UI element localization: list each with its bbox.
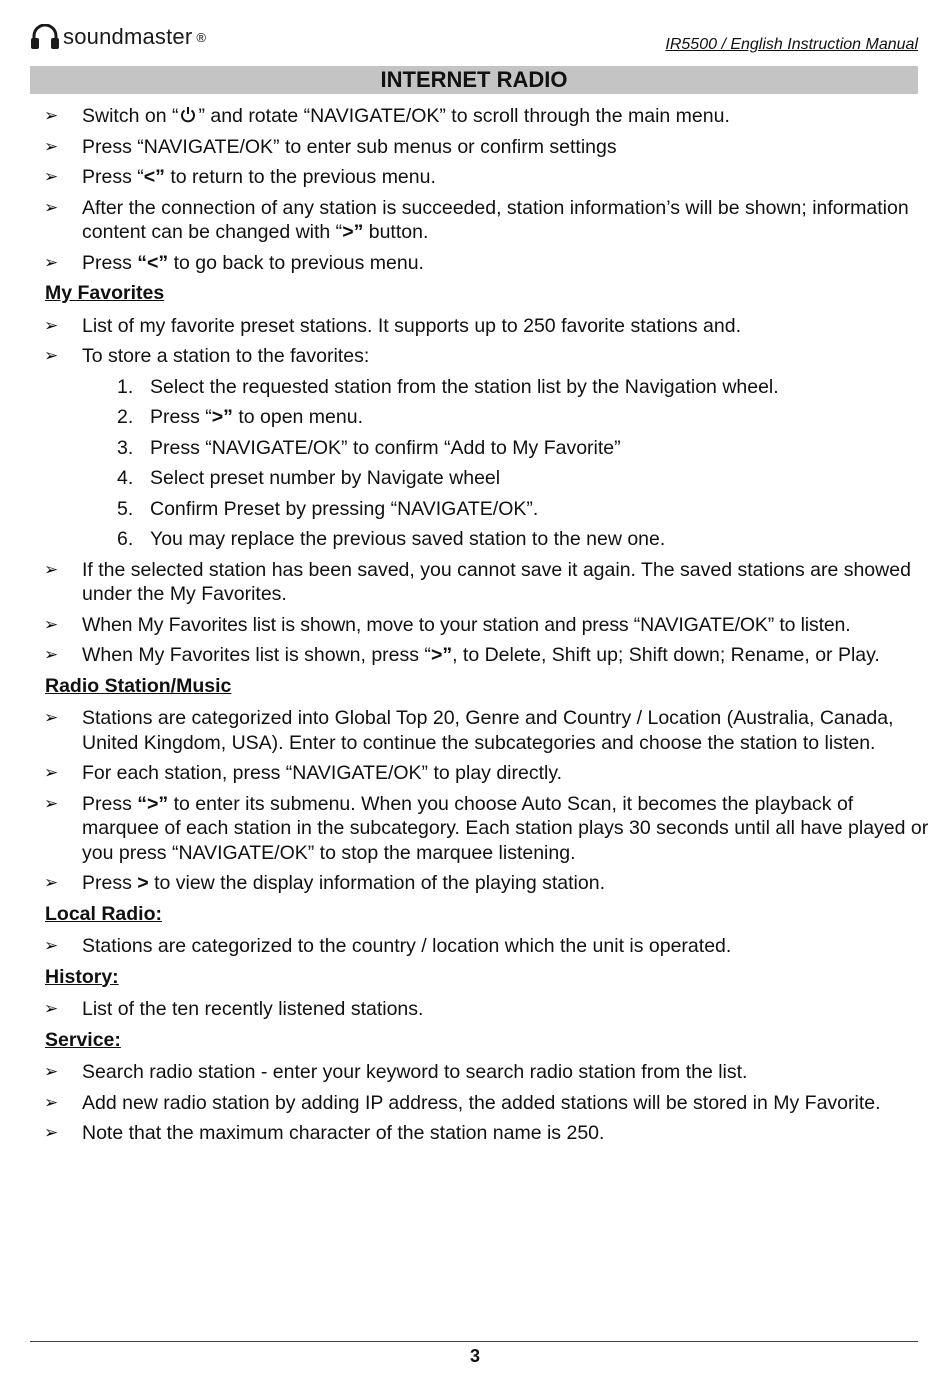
key-symbol: >” [342, 221, 364, 243]
list-item [0, 1060, 950, 1085]
bullet-arrow-icon: ➢ [44, 315, 59, 335]
bullet-arrow-icon: ➢ [44, 252, 59, 272]
bullet-arrow-icon: ➢ [44, 1123, 59, 1142]
numbered-step [0, 527, 950, 552]
bullet-arrow-icon: ➢ [44, 559, 59, 579]
text-segment: to return to the previous menu. [164, 166, 436, 188]
step-number: 1. [117, 375, 134, 398]
text-segment: When My Favorites list is shown, press “ [82, 644, 431, 666]
text-segment: to view the display information of the playing station. [148, 872, 605, 894]
key-symbol: > [137, 872, 149, 894]
bullet-arrow-icon: ➢ [44, 614, 59, 634]
section-heading-radio-station: Radio Station/Music [45, 674, 232, 697]
text-segment: You may replace the previous saved station to the new one. [150, 528, 666, 550]
bullet-arrow-icon: ➢ [44, 999, 59, 1018]
headphones-icon [30, 24, 60, 50]
text-segment: Press [82, 792, 138, 815]
bullet-arrow-icon: ➢ [44, 763, 59, 782]
bullet-arrow-icon: ➢ [44, 936, 59, 955]
bullet-arrow-icon: ➢ [44, 167, 59, 186]
step-number: 5. [117, 497, 134, 520]
step-number: 6. [117, 528, 134, 550]
text-segment: Switch on “ [82, 105, 179, 127]
text-segment: to go back to previous menu. [168, 251, 424, 274]
numbered-step [0, 405, 950, 430]
text-segment: For each station, press “NAVIGATE/OK” to play directly. [82, 762, 563, 784]
list-item [0, 1091, 950, 1116]
power-icon [180, 106, 196, 123]
key-symbol: >” [211, 406, 233, 428]
brand-name: soundmaster [63, 24, 193, 49]
numbered-step [0, 466, 950, 491]
list-item [0, 997, 950, 1022]
text-segment: Stations are categorized into Global Top 20, Genre and Country / Location (Australia, Canada, United Kingdom, USA). Enter to continue the subcategories and choose the station to listen. [82, 707, 894, 754]
key-symbol: “<” [137, 251, 169, 274]
section-heading-history: History: [45, 965, 119, 988]
bullet-arrow-icon: ➢ [44, 793, 59, 813]
list-item [0, 792, 950, 866]
list-item [0, 196, 950, 245]
text-segment: List of my favorite preset stations. It supports up to 250 favorite stations and. [82, 314, 742, 337]
section-heading-service: Service: [45, 1028, 121, 1051]
text-segment: If the selected station has been saved, you cannot save it again. The saved stations are showed under the My Favorites. [82, 558, 911, 605]
text-segment: to enter its submenu. When you choose Auto Scan, it becomes the playback of marquee of each station in the subcategory. Each station plays 30 seconds until all have played or you press “NAVIGATE/OK” to stop the marquee listening. [82, 792, 929, 864]
numbered-step [0, 375, 950, 400]
text-segment: To store a station to the favorites: [82, 345, 370, 367]
text-segment: Search radio station - enter your keyword to search radio station from the list. [82, 1061, 748, 1083]
list-item [0, 135, 950, 160]
list-item [0, 871, 950, 896]
text-segment: After the connection of any station is succeeded, station information’s will be shown; information content can be changed with “ [82, 196, 909, 243]
list-item [0, 314, 950, 339]
text-segment: Press “ [82, 166, 144, 188]
main-content [0, 104, 950, 1152]
text-segment: Select preset number by Navigate wheel [150, 467, 501, 489]
bullet-arrow-icon: ➢ [44, 1092, 59, 1112]
registered-mark: ® [196, 29, 206, 45]
list-item [0, 643, 950, 668]
section-heading-local-radio: Local Radio: [45, 902, 163, 925]
text-segment: Confirm Preset by pressing “NAVIGATE/OK”. [150, 497, 539, 520]
text-segment: Press [82, 251, 138, 274]
list-item [0, 104, 950, 129]
manual-title: IR5500 / English Instruction Manual [665, 36, 918, 53]
text-segment: List of the ten recently listened stations. [82, 998, 424, 1020]
text-segment: Stations are categorized to the country / location which the unit is operated. [82, 935, 732, 957]
brand-logo [30, 24, 206, 50]
bullet-arrow-icon: ➢ [44, 645, 59, 664]
footer-divider [30, 1341, 918, 1342]
bullet-arrow-icon: ➢ [44, 197, 59, 217]
text-segment: Add new radio station by adding IP address, the added stations will be stored in My Favorite. [82, 1091, 881, 1114]
page-title: INTERNET RADIO [30, 66, 918, 94]
key-symbol: “>” [137, 792, 169, 815]
text-segment: Select the requested station from the station list by the Navigation wheel. [150, 375, 779, 398]
page-header [30, 22, 918, 60]
bullet-arrow-icon: ➢ [44, 106, 59, 125]
text-segment: Press “NAVIGATE/OK” to enter sub menus or confirm settings [82, 135, 617, 158]
bullet-arrow-icon: ➢ [44, 136, 59, 156]
text-segment: to open menu. [232, 406, 363, 428]
bullet-arrow-icon: ➢ [44, 873, 59, 892]
key-symbol: <” [143, 166, 165, 188]
text-segment: ” and rotate “NAVIGATE/OK” to scroll through the main menu. [198, 105, 730, 127]
list-item [0, 934, 950, 959]
section-heading-favorites: My Favorites [45, 282, 165, 304]
list-item [0, 1121, 950, 1146]
list-item [0, 558, 950, 607]
list-item [0, 613, 950, 638]
text-segment: Note that the maximum character of the station name is 250. [82, 1122, 605, 1144]
step-number: 4. [117, 467, 134, 489]
page-number: 3 [469, 1346, 480, 1366]
text-segment: button. [363, 221, 429, 243]
list-item [0, 165, 950, 190]
numbered-step [0, 497, 950, 522]
step-number: 2. [117, 406, 134, 428]
bullet-arrow-icon: ➢ [44, 346, 59, 365]
bullet-arrow-icon: ➢ [44, 708, 59, 727]
text-segment: Press [82, 872, 138, 894]
text-segment: When My Favorites list is shown, move to your station and press “NAVIGATE/OK” to listen. [82, 613, 851, 636]
step-number: 3. [117, 436, 134, 459]
text-segment: , to Delete, Shift up; Shift down; Rename, or Play. [452, 644, 880, 666]
bullet-arrow-icon: ➢ [44, 1062, 59, 1081]
list-item [0, 706, 950, 755]
text-segment: Press “NAVIGATE/OK” to confirm “Add to My Favorite” [150, 436, 621, 459]
text-segment: Press “ [150, 406, 212, 428]
numbered-step [0, 436, 950, 461]
list-item [0, 761, 950, 786]
key-symbol: >” [430, 644, 453, 666]
list-item [0, 344, 950, 369]
list-item [0, 251, 950, 276]
